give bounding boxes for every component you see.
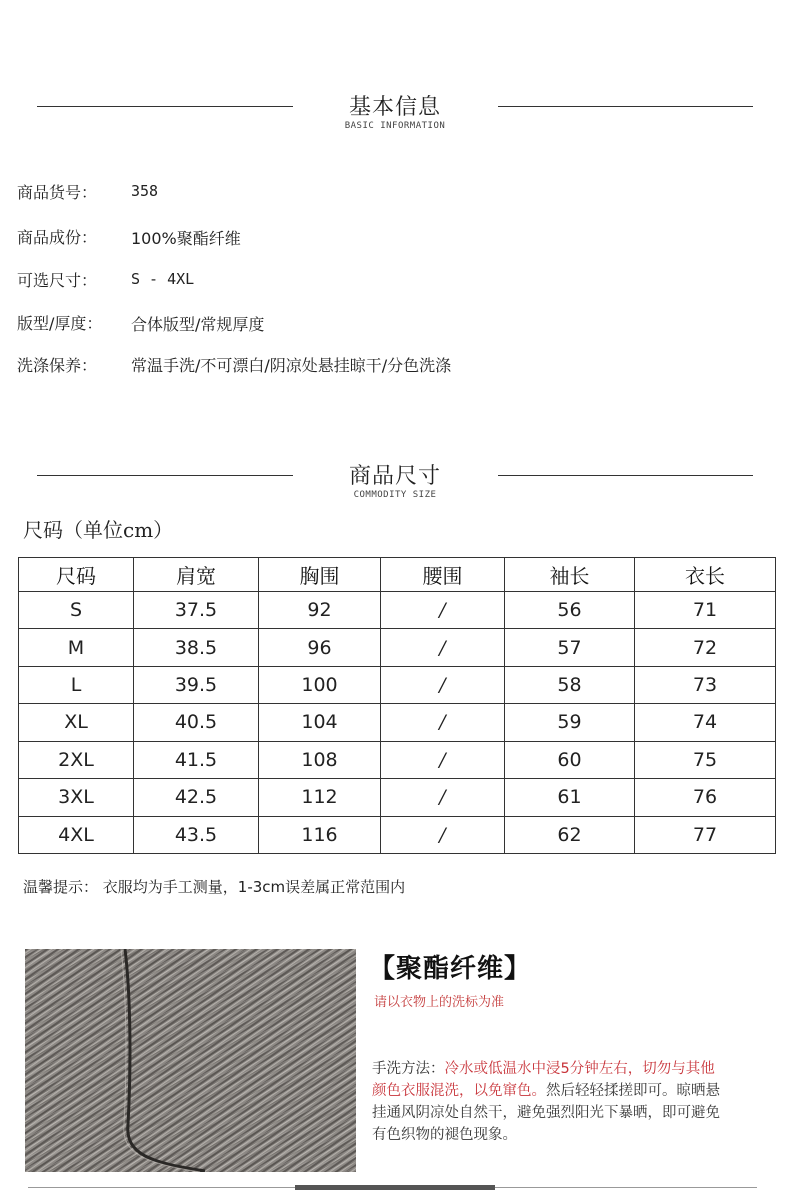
table-cell: / [381,592,505,629]
table-cell: / [381,816,505,853]
table-row [19,704,776,741]
table-cell: 73 [635,666,776,703]
table-cell: 100 [259,666,381,703]
table-cell: M [19,629,134,666]
wash-instructions [372,1058,728,1146]
bottom-divider-right [495,1187,757,1188]
info-value-item-no: 358 [131,182,159,200]
table-row [19,816,776,853]
header-cell: 腰围 [381,558,505,592]
table-row [19,741,776,778]
table-cell: S [19,592,134,629]
basic-info-title: 基本信息 [348,95,441,120]
table-cell: 74 [635,704,776,741]
info-label-sizes: 可选尺寸： [17,271,98,290]
table-cell: 59 [505,704,635,741]
wash-label: 手洗方法： [372,1061,445,1077]
info-value-composition: 100%聚酯纤维 [131,229,241,248]
wash-warning: 冷水或低温水中浸5分钟左右，切勿与其他颜色衣服混洗，以免窜色。 [372,1061,715,1099]
info-label-composition: 商品成份： [17,228,98,247]
table-cell: / [381,629,505,666]
header-cell: 衣长 [635,558,776,592]
bottom-divider-bar [295,1185,495,1190]
table-cell: 72 [635,629,776,666]
table-cell: / [381,704,505,741]
size-subtitle: COMMODITY SIZE [353,490,437,500]
header-cell: 肩宽 [134,558,259,592]
table-cell: 61 [505,779,635,816]
bottom-divider-left [28,1187,295,1188]
table-cell: 3XL [19,779,134,816]
table-cell: 62 [505,816,635,853]
info-label-care: 洗涤保养： [17,356,98,375]
table-cell: 92 [259,592,381,629]
info-value-care: 常温手洗/不可漂白/阴凉处悬挂晾干/分色洗涤 [131,356,452,375]
table-cell: 71 [635,592,776,629]
table-cell: 60 [505,741,635,778]
info-value-fit: 合体版型/常规厚度 [131,315,265,334]
info-label-fit: 版型/厚度： [17,314,103,333]
table-cell: 4XL [19,816,134,853]
info-value-sizes: S - 4XL [131,270,195,288]
fiber-subtitle: 请以衣物上的洗标为准 [374,995,505,1010]
table-cell: 108 [259,741,381,778]
table-cell: 112 [259,779,381,816]
table-cell: 2XL [19,741,134,778]
info-label-item-no: 商品货号： [17,183,98,202]
table-row [19,779,776,816]
table-cell: 39.5 [134,666,259,703]
table-cell: 43.5 [134,816,259,853]
table-cell: 104 [259,704,381,741]
size-table [18,557,776,854]
table-row [19,666,776,703]
table-cell: 77 [635,816,776,853]
measurement-tip: 温馨提示： 衣服均为手工测量，1-3cm误差属正常范围内 [23,878,406,896]
table-cell: 96 [259,629,381,666]
header-cell: 袖长 [505,558,635,592]
table-cell: / [381,741,505,778]
size-title: 商品尺寸 [348,464,441,489]
header-cell: 尺码 [19,558,134,592]
size-table-header [19,558,776,592]
table-cell: 40.5 [134,704,259,741]
fiber-title: 【聚酯纤维】 [369,954,532,984]
table-cell: / [381,779,505,816]
table-cell: L [19,666,134,703]
table-cell: 58 [505,666,635,703]
table-cell: 56 [505,592,635,629]
table-cell: / [381,666,505,703]
table-cell: 75 [635,741,776,778]
table-cell: 42.5 [134,779,259,816]
table-cell: 38.5 [134,629,259,666]
header-cell: 胸围 [259,558,381,592]
table-cell: 41.5 [134,741,259,778]
table-cell: 116 [259,816,381,853]
table-cell: 76 [635,779,776,816]
basic-info-subtitle: BASIC INFORMATION [344,121,446,131]
table-cell: 37.5 [134,592,259,629]
fabric-texture-image [25,949,356,1172]
table-row [19,592,776,629]
size-unit-note: 尺码（单位cm） [23,518,174,542]
wash-detail: 然后轻轻揉搓即可。晾晒悬挂通风阴凉处自然干，避免强烈阳光下暴晒，即可避免有色织物的褪色现象。 [372,1083,720,1143]
table-row [19,629,776,666]
table-cell: 57 [505,629,635,666]
table-cell: XL [19,704,134,741]
